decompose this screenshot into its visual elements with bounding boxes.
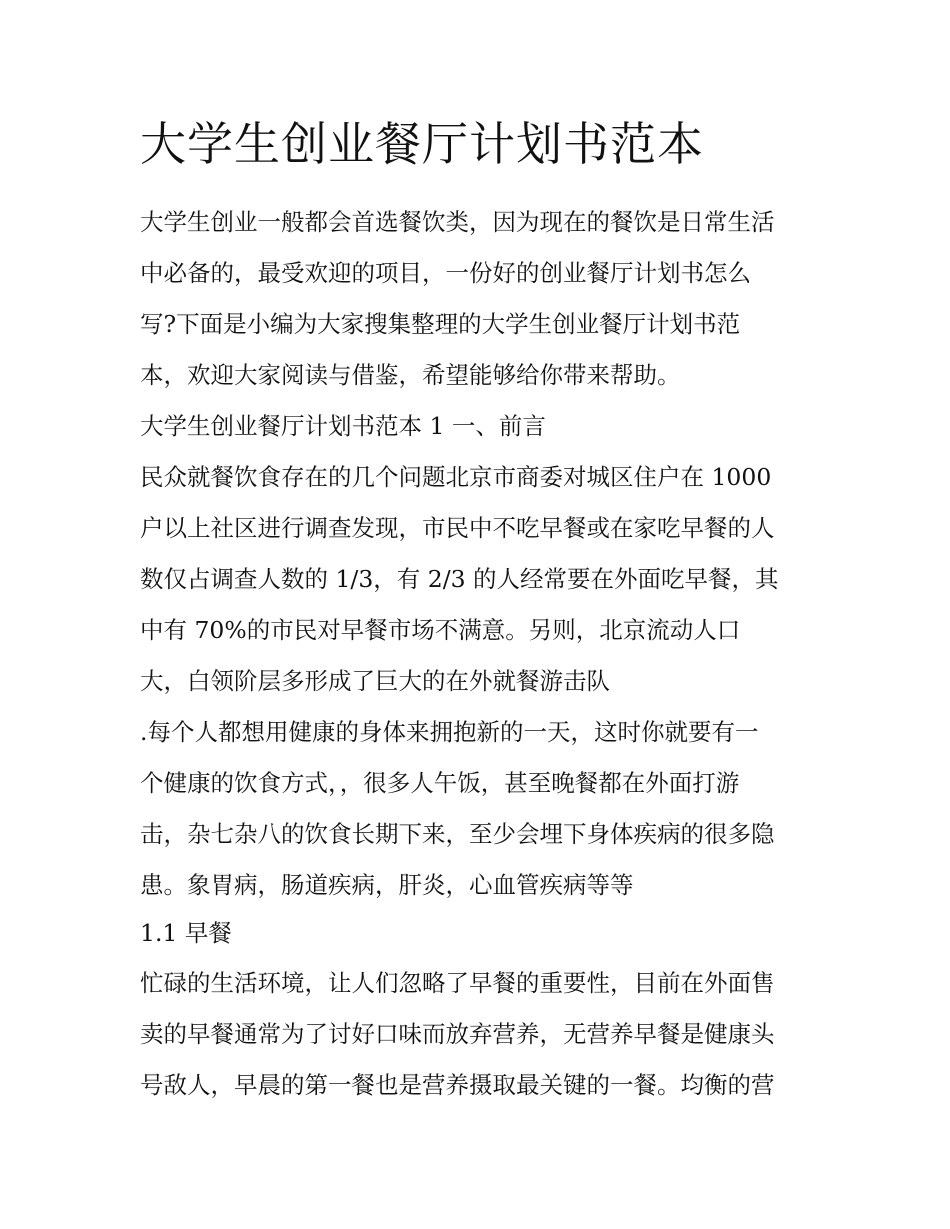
body-line-9: 中有 70%的市民对早餐市场不满意。另则，北京流动人口 bbox=[140, 616, 741, 644]
body-line-1: 大学生创业一般都会首选餐饮类，因为现在的餐饮是日常生活 bbox=[140, 208, 775, 236]
body-line-14: 患。象胃病，肠道疾病，肝炎，心血管疾病等等 bbox=[140, 871, 634, 899]
body-line-4: 本，欢迎大家阅读与借鉴，希望能够给你带来帮助。 bbox=[140, 361, 681, 389]
body-line-18: 号敌人，早晨的第一餐也是营养摄取最关键的一餐。均衡的营 bbox=[140, 1071, 775, 1099]
document-title: 大学生创业餐厅计划书范本 bbox=[140, 117, 704, 171]
body-line-8: 数仅占调查人数的 1/3，有 2/3 的人经常要在外面吃早餐，其 bbox=[140, 565, 779, 593]
section-heading-preface: 大学生创业餐厅计划书范本 1 一、前言 bbox=[140, 412, 546, 440]
body-line-11: .每个人都想用健康的身体来拥抱新的一天，这时你就要有一 bbox=[140, 718, 759, 746]
body-line-7: 户以上社区进行调查发现，市民中不吃早餐或在家吃早餐的人 bbox=[140, 514, 775, 542]
body-line-12: 个健康的饮食方式，，很多人午饭，甚至晚餐都在外面打游 bbox=[140, 769, 740, 797]
body-line-13: 击，杂七杂八的饮食长期下来，至少会埋下身体疾病的很多隐 bbox=[140, 820, 775, 848]
section-heading-breakfast: 1.1 早餐 bbox=[140, 919, 232, 947]
body-line-2: 中必备的，最受欢迎的项目，一份好的创业餐厅计划书怎么 bbox=[140, 259, 751, 287]
body-line-17: 卖的早餐通常为了讨好口味而放弃营养，无营养早餐是健康头 bbox=[140, 1020, 775, 1048]
body-line-3: 写?下面是小编为大家搜集整理的大学生创业餐厅计划书范 bbox=[140, 310, 741, 338]
body-line-6: 民众就餐饮食存在的几个问题北京市商委对城区住户在 1000 bbox=[140, 463, 772, 491]
body-line-10: 大，白领阶层多形成了巨大的在外就餐游击队 bbox=[140, 667, 610, 695]
body-line-16: 忙碌的生活环境，让人们忽略了早餐的重要性，目前在外面售 bbox=[140, 969, 775, 997]
